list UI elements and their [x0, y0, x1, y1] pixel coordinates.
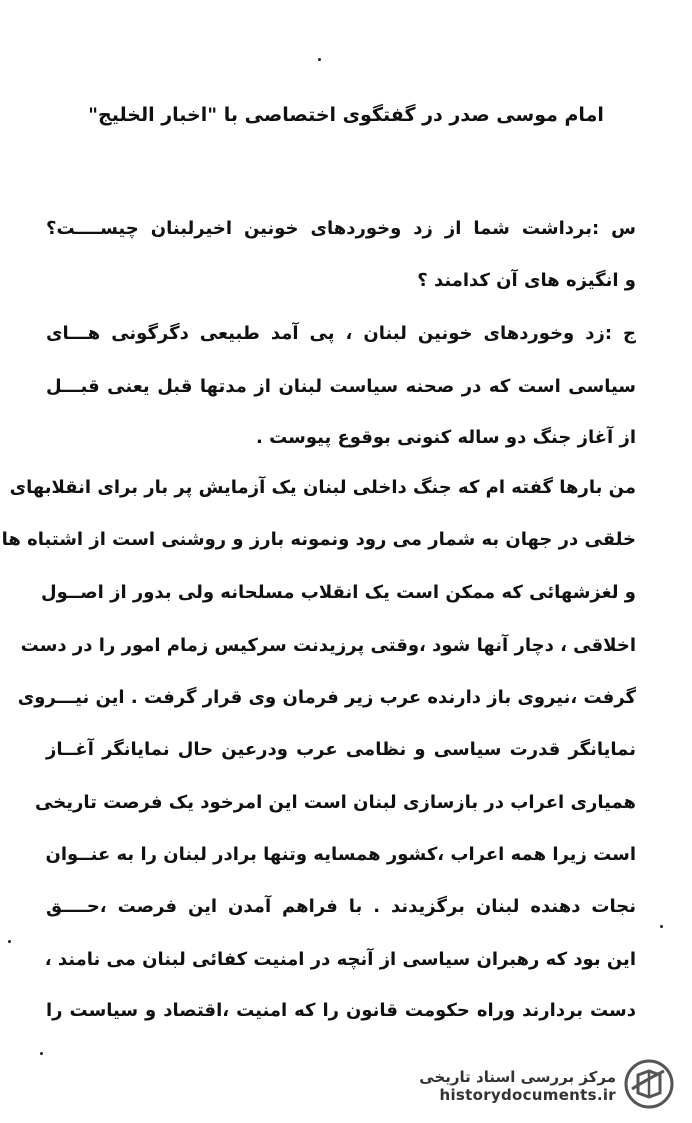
text-line: است زیرا همه اعراب ،کشور همسایه وتنها برادر لبنان را به عنــوان — [45, 844, 636, 865]
ink-speck — [318, 58, 321, 61]
text-line: و انگیزه های آن کدامند ؟ — [417, 270, 636, 291]
text-line: و لغزشهائی که ممکن است یک انقلاب مسلحانه ولی بدور از اصــول — [41, 582, 636, 603]
ink-speck — [40, 1052, 43, 1055]
text-line: همیاری اعراب در بازسازی لبنان است این امرخود یک فرصت تاریخی — [35, 792, 636, 813]
ink-speck — [8, 940, 11, 943]
watermark-url: historydocuments.ir — [439, 1086, 616, 1104]
text-line: نمایانگر قدرت سیاسی و نظامی عرب ودرعین حال نمایانگر آغــاز — [46, 739, 636, 760]
text-line: از آغاز جنگ دو ساله کنونی بوقوع پیوست . — [255, 427, 636, 448]
text-line: دست بردارند وراه حکومت قانون را که امنیت ،اقتصاد و سیاست را — [46, 1000, 636, 1021]
text-line: نجات دهنده لبنان برگزیدند . با فراهم آمدن این فرصت ،حــــق — [46, 896, 636, 917]
archive-logo-icon — [624, 1059, 674, 1113]
watermark-footer — [419, 1059, 674, 1113]
text-line: گرفت ،نیروی باز دارنده عرب زیر فرمان وی قرار گرفت . این نیـــروی — [17, 687, 636, 708]
text-line: این بود که رهبران سیاسی از آنچه در امنیت کفائی لبنان می نامند ، — [44, 949, 636, 970]
text-line: خلقی در جهان به شمار می رود ونمونه بارز و روشنی است از اشتباه ها — [1, 529, 636, 550]
document-title: امام موسی صدر در گفتگوی اختصاصی با "اخبار الخلیج" — [88, 104, 604, 126]
text-line: من بارها گفته ام که جنگ داخلی لبنان یک آزمایش پر بار برای انقلابهای — [9, 477, 636, 498]
watermark-name: مرکز بررسی اسناد تاریخی — [419, 1068, 616, 1086]
text-line: ج :زد وخوردهای خونین لبنان ، پی آمد طبیعی دگرگونی هـــای — [46, 323, 636, 344]
text-line: سیاسی است که در صحنه سیاست لبنان از مدتها قبل یعنی قبـــل — [46, 376, 636, 397]
text-line: س :برداشت شما از زد وخوردهای خونین اخیرلبنان چیســــت؟ — [46, 218, 636, 239]
text-line: اخلاقی ، دچار آنها شود ،وقتی پرزیدنت سرکیس زمام امور را در دست — [20, 635, 636, 656]
ink-speck — [660, 925, 663, 928]
